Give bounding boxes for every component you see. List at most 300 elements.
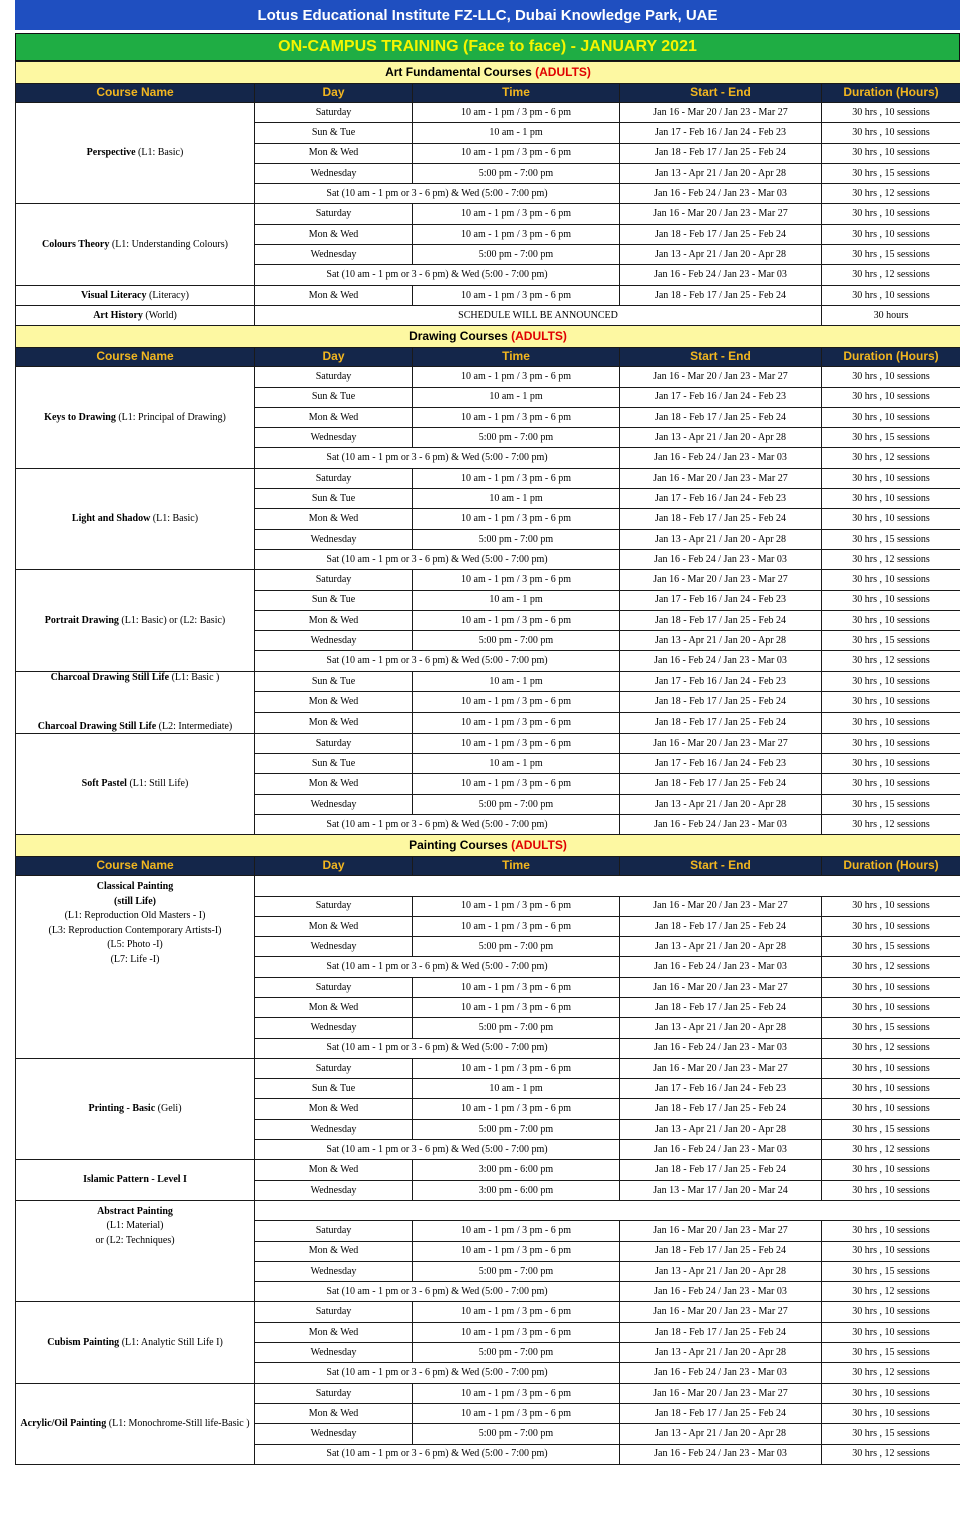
time-cell: 5:00 pm - 7:00 pm (413, 428, 620, 448)
duration-cell: 30 hrs , 10 sessions (822, 285, 960, 305)
dates-cell: Jan 13 - Apr 21 / Jan 20 - Apr 28 (620, 1119, 822, 1139)
column-header: Time (413, 348, 620, 367)
duration-cell: 30 hrs , 15 sessions (822, 1261, 960, 1281)
course-level: (L7: Life -I) (110, 953, 160, 965)
dates-cell: Jan 18 - Feb 17 / Jan 25 - Feb 24 (620, 407, 822, 427)
time-cell: 10 am - 1 pm / 3 pm - 6 pm (413, 896, 620, 916)
dates-cell: Jan 17 - Feb 16 / Jan 24 - Feb 23 (620, 489, 822, 509)
day-cell: Sun & Tue (255, 671, 413, 692)
duration-cell: 30 hrs , 10 sessions (822, 1099, 960, 1119)
course-level: (L1: Basic ) (169, 671, 220, 683)
course-name-line (19, 954, 251, 966)
audience-tag: (ADULTS) (511, 837, 567, 852)
dates-cell: Jan 13 - Apr 21 / Jan 20 - Apr 28 (620, 529, 822, 549)
duration-cell: 30 hrs , 12 sessions (822, 1363, 960, 1383)
course-name-cell (16, 1383, 255, 1464)
dates-cell: Jan 16 - Mar 20 / Jan 23 - Mar 27 (620, 103, 822, 123)
course-name-line (19, 239, 251, 251)
dates-cell: Jan 13 - Apr 21 / Jan 20 - Apr 28 (620, 1343, 822, 1363)
dates-cell: Jan 17 - Feb 16 / Jan 24 - Feb 23 (620, 590, 822, 610)
duration-cell: 30 hrs , 10 sessions (822, 1058, 960, 1078)
duration-cell: 30 hrs , 10 sessions (822, 671, 960, 692)
day-time-cell: Sat (10 am - 1 pm or 3 - 6 pm) & Wed (5:00 - 7:00 pm) (255, 1363, 620, 1383)
course-level: (L3: Reproduction Contemporary Artists-I) (48, 924, 222, 936)
time-cell: 10 am - 1 pm / 3 pm - 6 pm (413, 1058, 620, 1078)
duration-cell: 30 hrs , 10 sessions (822, 774, 960, 794)
course-name: Visual Literacy (81, 289, 147, 301)
column-header-row (16, 857, 960, 876)
course-name-line (19, 939, 251, 951)
day-cell: Mon & Wed (255, 1099, 413, 1119)
dates-cell: Jan 16 - Feb 24 / Jan 23 - Mar 03 (620, 448, 822, 468)
duration-cell: 30 hrs , 15 sessions (822, 1424, 960, 1444)
dates-cell: Jan 16 - Feb 24 / Jan 23 - Mar 03 (620, 1363, 822, 1383)
column-header: Start - End (620, 348, 822, 367)
course-name: Printing - Basic (88, 1103, 156, 1115)
course-name-line (19, 147, 251, 159)
day-cell: Wednesday (255, 631, 413, 651)
duration-cell: 30 hrs , 12 sessions (822, 448, 960, 468)
column-header: Course Name (16, 348, 255, 367)
day-cell: Mon & Wed (255, 143, 413, 163)
audience-tag: (ADULTS) (535, 64, 591, 79)
course-level: (L1: Understanding Colours) (109, 238, 228, 250)
dates-cell: Jan 18 - Feb 17 / Jan 25 - Feb 24 (620, 509, 822, 529)
table-row (16, 468, 960, 488)
time-cell: 10 am - 1 pm / 3 pm - 6 pm (413, 692, 620, 713)
day-cell: Wednesday (255, 529, 413, 549)
course-name: Soft Pastel (81, 778, 127, 790)
course-name: Charcoal Drawing Still Life (37, 721, 157, 733)
day-cell: Wednesday (255, 1261, 413, 1281)
table-row (16, 570, 960, 590)
dates-cell: Jan 18 - Feb 17 / Jan 25 - Feb 24 (620, 916, 822, 936)
time-cell: 10 am - 1 pm / 3 pm - 6 pm (413, 367, 620, 387)
column-header: Course Name (16, 84, 255, 103)
dates-cell: Jan 17 - Feb 16 / Jan 24 - Feb 23 (620, 387, 822, 407)
day-time-cell: Sat (10 am - 1 pm or 3 - 6 pm) & Wed (5:00 - 7:00 pm) (255, 1038, 620, 1058)
time-cell: 10 am - 1 pm / 3 pm - 6 pm (413, 1403, 620, 1423)
duration-cell: 30 hrs , 10 sessions (822, 1383, 960, 1403)
day-cell: Wednesday (255, 937, 413, 957)
time-cell: 10 am - 1 pm / 3 pm - 6 pm (413, 997, 620, 1017)
duration-cell: 30 hrs , 10 sessions (822, 713, 960, 734)
duration-cell: 30 hrs , 15 sessions (822, 631, 960, 651)
dates-cell: Jan 16 - Feb 24 / Jan 23 - Mar 03 (620, 549, 822, 569)
duration-cell: 30 hrs , 15 sessions (822, 1343, 960, 1363)
day-cell: Mon & Wed (255, 1241, 413, 1261)
time-cell: 10 am - 1 pm / 3 pm - 6 pm (413, 610, 620, 630)
duration-cell: 30 hrs , 10 sessions (822, 733, 960, 753)
empty-cell (255, 876, 960, 896)
duration-cell: 30 hrs , 12 sessions (822, 957, 960, 977)
day-cell: Wednesday (255, 794, 413, 814)
duration-cell: 30 hrs , 12 sessions (822, 1444, 960, 1464)
time-cell: 10 am - 1 pm / 3 pm - 6 pm (413, 713, 620, 734)
time-cell: 10 am - 1 pm / 3 pm - 6 pm (413, 1221, 620, 1241)
course-name-line (19, 513, 251, 525)
time-cell: 10 am - 1 pm / 3 pm - 6 pm (413, 1241, 620, 1261)
day-cell: Saturday (255, 1221, 413, 1241)
duration-cell: 30 hrs , 15 sessions (822, 1018, 960, 1038)
day-cell: Mon & Wed (255, 916, 413, 936)
day-cell: Mon & Wed (255, 774, 413, 794)
empty-cell (255, 1200, 960, 1220)
duration-cell: 30 hrs , 10 sessions (822, 916, 960, 936)
table-row (16, 285, 960, 305)
course-name-cell (16, 305, 255, 325)
duration-cell: 30 hrs , 10 sessions (822, 489, 960, 509)
time-cell: 10 am - 1 pm / 3 pm - 6 pm (413, 407, 620, 427)
duration-cell: 30 hrs , 10 sessions (822, 590, 960, 610)
time-cell: 10 am - 1 pm / 3 pm - 6 pm (413, 509, 620, 529)
duration-cell: 30 hrs , 10 sessions (822, 143, 960, 163)
duration-cell: 30 hrs , 10 sessions (822, 123, 960, 143)
dates-cell: Jan 16 - Mar 20 / Jan 23 - Mar 27 (620, 1302, 822, 1322)
dates-cell: Jan 18 - Feb 17 / Jan 25 - Feb 24 (620, 285, 822, 305)
dates-cell: Jan 18 - Feb 17 / Jan 25 - Feb 24 (620, 1241, 822, 1261)
time-cell: 10 am - 1 pm / 3 pm - 6 pm (413, 733, 620, 753)
section-name: Painting Courses (409, 837, 508, 852)
course-level: (L1: Reproduction Old Masters - I) (64, 910, 206, 922)
time-cell: 10 am - 1 pm / 3 pm - 6 pm (413, 103, 620, 123)
dates-cell: Jan 13 - Apr 21 / Jan 20 - Apr 28 (620, 631, 822, 651)
course-level: (Geli) (155, 1103, 182, 1115)
course-name-line (19, 1206, 251, 1218)
column-header: Course Name (16, 857, 255, 876)
dates-cell: Jan 13 - Apr 21 / Jan 20 - Apr 28 (620, 1261, 822, 1281)
duration-cell: 30 hrs , 10 sessions (822, 1180, 960, 1200)
day-cell: Wednesday (255, 245, 413, 265)
course-name: Keys to Drawing (44, 411, 116, 423)
time-cell: 10 am - 1 pm / 3 pm - 6 pm (413, 977, 620, 997)
dates-cell: Jan 18 - Feb 17 / Jan 25 - Feb 24 (620, 1403, 822, 1423)
duration-cell: 30 hrs , 12 sessions (822, 184, 960, 204)
dates-cell: Jan 16 - Feb 24 / Jan 23 - Mar 03 (620, 184, 822, 204)
duration-cell: 30 hrs , 15 sessions (822, 163, 960, 183)
day-cell: Mon & Wed (255, 713, 413, 734)
dates-cell: Jan 16 - Feb 24 / Jan 23 - Mar 03 (620, 265, 822, 285)
day-time-cell: Sat (10 am - 1 pm or 3 - 6 pm) & Wed (5:00 - 7:00 pm) (255, 265, 620, 285)
time-cell: 10 am - 1 pm (413, 671, 620, 692)
dates-cell: Jan 16 - Feb 24 / Jan 23 - Mar 03 (620, 1140, 822, 1160)
course-name-cell (16, 876, 255, 1059)
course-name-line (19, 310, 251, 322)
duration-cell: 30 hrs , 10 sessions (822, 1322, 960, 1342)
day-cell: Mon & Wed (255, 1160, 413, 1180)
duration-cell: 30 hrs , 15 sessions (822, 428, 960, 448)
column-header: Time (413, 857, 620, 876)
dates-cell: Jan 18 - Feb 17 / Jan 25 - Feb 24 (620, 997, 822, 1017)
time-cell: 10 am - 1 pm / 3 pm - 6 pm (413, 774, 620, 794)
day-cell: Saturday (255, 1383, 413, 1403)
course-name-line (19, 721, 251, 733)
duration-cell: 30 hrs , 10 sessions (822, 407, 960, 427)
dates-cell: Jan 17 - Feb 16 / Jan 24 - Feb 23 (620, 123, 822, 143)
day-cell: Mon & Wed (255, 1322, 413, 1342)
dates-cell: Jan 18 - Feb 17 / Jan 25 - Feb 24 (620, 1099, 822, 1119)
dates-cell: Jan 17 - Feb 16 / Jan 24 - Feb 23 (620, 671, 822, 692)
duration-cell: 30 hrs , 10 sessions (822, 754, 960, 774)
table-row (16, 204, 960, 224)
table-row (16, 1302, 960, 1322)
column-header: Start - End (620, 857, 822, 876)
duration-cell: 30 hrs , 12 sessions (822, 1282, 960, 1302)
time-cell: 10 am - 1 pm / 3 pm - 6 pm (413, 224, 620, 244)
dates-cell: Jan 16 - Feb 24 / Jan 23 - Mar 03 (620, 957, 822, 977)
course-name: Perspective (86, 147, 136, 159)
day-time-cell: Sat (10 am - 1 pm or 3 - 6 pm) & Wed (5:00 - 7:00 pm) (255, 184, 620, 204)
day-cell: Saturday (255, 977, 413, 997)
column-header: Time (413, 84, 620, 103)
column-header: Day (255, 857, 413, 876)
day-cell: Mon & Wed (255, 509, 413, 529)
dates-cell: Jan 16 - Mar 20 / Jan 23 - Mar 27 (620, 977, 822, 997)
dates-cell: Jan 18 - Feb 17 / Jan 25 - Feb 24 (620, 1322, 822, 1342)
day-cell: Wednesday (255, 1119, 413, 1139)
day-time-cell: Sat (10 am - 1 pm or 3 - 6 pm) & Wed (5:00 - 7:00 pm) (255, 814, 620, 834)
dates-cell: Jan 16 - Feb 24 / Jan 23 - Mar 03 (620, 1282, 822, 1302)
time-cell: 10 am - 1 pm / 3 pm - 6 pm (413, 1099, 620, 1119)
time-cell: 10 am - 1 pm / 3 pm - 6 pm (413, 285, 620, 305)
duration-cell: 30 hrs , 10 sessions (822, 692, 960, 713)
time-cell: 5:00 pm - 7:00 pm (413, 1261, 620, 1281)
course-level: (L1: Principal of Drawing) (115, 411, 226, 423)
day-time-cell: Sat (10 am - 1 pm or 3 - 6 pm) & Wed (5:00 - 7:00 pm) (255, 1282, 620, 1302)
time-cell: 5:00 pm - 7:00 pm (413, 794, 620, 814)
duration-cell: 30 hrs , 10 sessions (822, 1160, 960, 1180)
course-level: (L1: Monochrome-Still life-Basic ) (106, 1417, 250, 1429)
duration-cell: 30 hrs , 10 sessions (822, 997, 960, 1017)
duration-cell: 30 hrs , 15 sessions (822, 1119, 960, 1139)
dates-cell: Jan 13 - Apr 21 / Jan 20 - Apr 28 (620, 1424, 822, 1444)
day-time-cell: Sat (10 am - 1 pm or 3 - 6 pm) & Wed (5:00 - 7:00 pm) (255, 549, 620, 569)
course-name-line (19, 778, 251, 790)
time-cell: 5:00 pm - 7:00 pm (413, 1119, 620, 1139)
section-header (16, 326, 960, 348)
time-cell: 3:00 pm - 6:00 pm (413, 1180, 620, 1200)
course-level: (World) (142, 309, 177, 321)
day-cell: Wednesday (255, 428, 413, 448)
time-cell: 10 am - 1 pm / 3 pm - 6 pm (413, 143, 620, 163)
dates-cell: Jan 13 - Apr 21 / Jan 20 - Apr 28 (620, 937, 822, 957)
time-cell: 5:00 pm - 7:00 pm (413, 1343, 620, 1363)
course-level: (L5: Photo -I) (107, 939, 163, 951)
course-level: (L1: Analytic Still Life I) (119, 1336, 223, 1348)
course-name-cell (16, 1200, 255, 1301)
duration-cell: 30 hrs , 10 sessions (822, 1079, 960, 1099)
course-name-line (19, 1220, 251, 1232)
section-header (16, 835, 960, 857)
duration-cell: 30 hrs , 10 sessions (822, 570, 960, 590)
table-row (16, 367, 960, 387)
day-cell: Saturday (255, 1058, 413, 1078)
dates-cell: Jan 18 - Feb 17 / Jan 25 - Feb 24 (620, 224, 822, 244)
course-level: (L1: Material) (106, 1220, 164, 1232)
dates-cell: Jan 13 - Apr 21 / Jan 20 - Apr 28 (620, 1018, 822, 1038)
day-cell: Mon & Wed (255, 407, 413, 427)
dates-cell: Jan 16 - Mar 20 / Jan 23 - Mar 27 (620, 204, 822, 224)
course-name-cell (16, 671, 255, 733)
course-name-cell (16, 103, 255, 204)
course-level: (L1: Basic) or (L2: Basic) (118, 614, 226, 626)
course-name-cell (16, 285, 255, 305)
course-name-cell (16, 733, 255, 834)
course-name-line (19, 1235, 251, 1247)
course-name-line (19, 412, 251, 424)
time-cell: 10 am - 1 pm (413, 387, 620, 407)
time-cell: 5:00 pm - 7:00 pm (413, 631, 620, 651)
column-header: Duration (Hours) (822, 84, 960, 103)
day-cell: Mon & Wed (255, 285, 413, 305)
day-cell: Wednesday (255, 1424, 413, 1444)
time-cell: 3:00 pm - 6:00 pm (413, 1160, 620, 1180)
day-cell: Sun & Tue (255, 590, 413, 610)
dates-cell: Jan 16 - Mar 20 / Jan 23 - Mar 27 (620, 1058, 822, 1078)
duration-cell: 30 hours (822, 305, 960, 325)
schedule-table (15, 61, 960, 1465)
section-title (16, 62, 960, 84)
section-title (16, 835, 960, 857)
table-row (16, 1058, 960, 1078)
course-level: (L1: Still Life) (126, 778, 189, 790)
column-header: Duration (Hours) (822, 348, 960, 367)
course-name-cell (16, 570, 255, 671)
time-cell: 10 am - 1 pm / 3 pm - 6 pm (413, 916, 620, 936)
table-row (16, 103, 960, 123)
day-cell: Saturday (255, 468, 413, 488)
day-time-cell: Sat (10 am - 1 pm or 3 - 6 pm) & Wed (5:00 - 7:00 pm) (255, 448, 620, 468)
day-cell: Wednesday (255, 1018, 413, 1038)
dates-cell: Jan 13 - Apr 21 / Jan 20 - Apr 28 (620, 794, 822, 814)
dates-cell: Jan 18 - Feb 17 / Jan 25 - Feb 24 (620, 143, 822, 163)
day-time-cell: Sat (10 am - 1 pm or 3 - 6 pm) & Wed (5:00 - 7:00 pm) (255, 651, 620, 671)
dates-cell: Jan 16 - Mar 20 / Jan 23 - Mar 27 (620, 896, 822, 916)
course-level: (L2: Intermediate) (156, 721, 233, 733)
time-cell: 10 am - 1 pm / 3 pm - 6 pm (413, 1383, 620, 1403)
day-cell: Mon & Wed (255, 997, 413, 1017)
duration-cell: 30 hrs , 10 sessions (822, 1221, 960, 1241)
day-cell: Saturday (255, 733, 413, 753)
dates-cell: Jan 16 - Feb 24 / Jan 23 - Mar 03 (620, 1038, 822, 1058)
duration-cell: 30 hrs , 15 sessions (822, 937, 960, 957)
dates-cell: Jan 13 - Apr 21 / Jan 20 - Apr 28 (620, 163, 822, 183)
course-name: Art History (93, 309, 143, 321)
duration-cell: 30 hrs , 10 sessions (822, 387, 960, 407)
dates-cell: Jan 17 - Feb 16 / Jan 24 - Feb 23 (620, 754, 822, 774)
section-header (16, 62, 960, 84)
duration-cell: 30 hrs , 10 sessions (822, 1302, 960, 1322)
dates-cell: Jan 16 - Mar 20 / Jan 23 - Mar 27 (620, 570, 822, 590)
time-cell: 10 am - 1 pm (413, 1079, 620, 1099)
column-header-row (16, 84, 960, 103)
course-name-line (19, 1418, 251, 1430)
course-name: Acrylic/Oil Painting (20, 1417, 107, 1429)
course-name: Light and Shadow (71, 513, 151, 525)
dates-cell: Jan 16 - Mar 20 / Jan 23 - Mar 27 (620, 367, 822, 387)
course-name-line (19, 615, 251, 627)
dates-cell: Jan 16 - Feb 24 / Jan 23 - Mar 03 (620, 651, 822, 671)
table-row (16, 671, 960, 692)
table-row (16, 1160, 960, 1180)
time-cell: 10 am - 1 pm / 3 pm - 6 pm (413, 1322, 620, 1342)
day-cell: Wednesday (255, 163, 413, 183)
dates-cell: Jan 18 - Feb 17 / Jan 25 - Feb 24 (620, 1160, 822, 1180)
section-title (16, 326, 960, 348)
audience-tag: (ADULTS) (511, 328, 567, 343)
time-cell: 5:00 pm - 7:00 pm (413, 529, 620, 549)
duration-cell: 30 hrs , 10 sessions (822, 468, 960, 488)
time-cell: 10 am - 1 pm / 3 pm - 6 pm (413, 468, 620, 488)
time-cell: 10 am - 1 pm / 3 pm - 6 pm (413, 204, 620, 224)
course-name: Charcoal Drawing Still Life (50, 671, 170, 683)
course-level: (L1: Basic) (150, 513, 199, 525)
course-name-line (19, 896, 251, 908)
column-header: Start - End (620, 84, 822, 103)
course-name: Abstract Painting (97, 1205, 173, 1217)
table-row (16, 876, 960, 896)
dates-cell: Jan 18 - Feb 17 / Jan 25 - Feb 24 (620, 713, 822, 734)
dates-cell: Jan 16 - Feb 24 / Jan 23 - Mar 03 (620, 814, 822, 834)
course-name: (still Life) (114, 895, 156, 907)
day-cell: Saturday (255, 367, 413, 387)
course-name-line (19, 1103, 251, 1115)
column-header-row (16, 348, 960, 367)
course-name-line (19, 672, 251, 684)
course-name-cell (16, 367, 255, 468)
dates-cell: Jan 18 - Feb 17 / Jan 25 - Feb 24 (620, 774, 822, 794)
day-cell: Wednesday (255, 1180, 413, 1200)
time-cell: 5:00 pm - 7:00 pm (413, 1424, 620, 1444)
course-name-line (19, 881, 251, 893)
section-name: Art Fundamental Courses (385, 64, 532, 79)
day-cell: Sun & Tue (255, 1079, 413, 1099)
course-name-line (19, 1174, 251, 1186)
day-cell: Wednesday (255, 1343, 413, 1363)
day-cell: Saturday (255, 204, 413, 224)
time-cell: 10 am - 1 pm (413, 489, 620, 509)
duration-cell: 30 hrs , 12 sessions (822, 265, 960, 285)
course-level: or (L2: Techniques) (95, 1234, 175, 1246)
course-name-line (19, 1337, 251, 1349)
duration-cell: 30 hrs , 12 sessions (822, 814, 960, 834)
course-name: Classical Painting (96, 881, 174, 893)
training-title: ON-CAMPUS TRAINING (Face to face) - JANUARY 2021 (15, 33, 960, 61)
time-cell: 10 am - 1 pm / 3 pm - 6 pm (413, 570, 620, 590)
course-name-line (19, 290, 251, 302)
course-name-cell (16, 468, 255, 569)
duration-cell: 30 hrs , 15 sessions (822, 529, 960, 549)
table-row (16, 1200, 960, 1220)
institute-title: Lotus Educational Institute FZ-LLC, Dubai Knowledge Park, UAE (15, 0, 960, 30)
day-cell: Saturday (255, 896, 413, 916)
course-name-cell (16, 1160, 255, 1201)
course-name-line (19, 910, 251, 922)
day-cell: Saturday (255, 570, 413, 590)
dates-cell: Jan 16 - Mar 20 / Jan 23 - Mar 27 (620, 733, 822, 753)
duration-cell: 30 hrs , 10 sessions (822, 610, 960, 630)
day-cell: Mon & Wed (255, 610, 413, 630)
dates-cell: Jan 18 - Feb 17 / Jan 25 - Feb 24 (620, 610, 822, 630)
day-time-cell: Sat (10 am - 1 pm or 3 - 6 pm) & Wed (5:00 - 7:00 pm) (255, 1140, 620, 1160)
section-name: Drawing Courses (409, 328, 508, 343)
dates-cell: Jan 13 - Mar 17 / Jan 20 - Mar 24 (620, 1180, 822, 1200)
column-header: Day (255, 348, 413, 367)
duration-cell: 30 hrs , 15 sessions (822, 794, 960, 814)
course-name: Cubism Painting (47, 1336, 120, 1348)
duration-cell: 30 hrs , 10 sessions (822, 509, 960, 529)
column-header: Day (255, 84, 413, 103)
